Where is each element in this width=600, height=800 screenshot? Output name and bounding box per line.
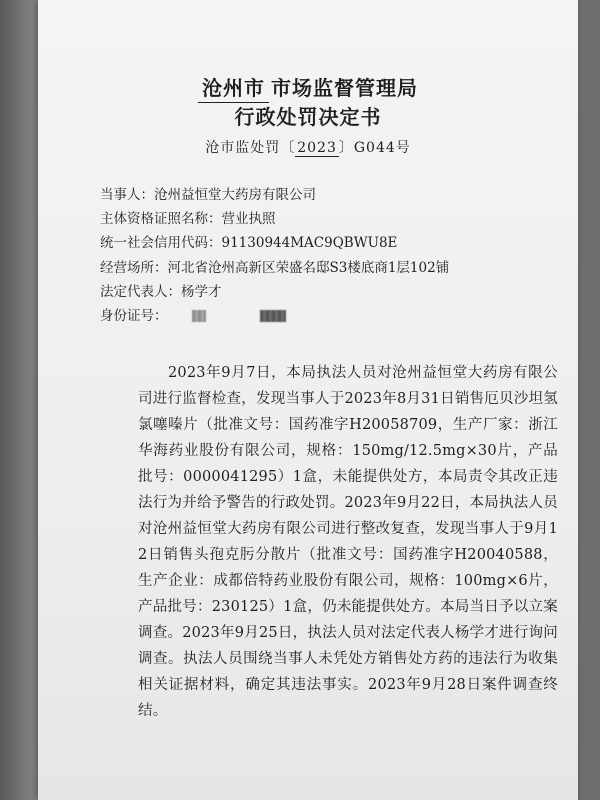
agency-title	[38, 74, 578, 103]
document-title: 行政处罚决定书	[234, 105, 382, 129]
case-narrative: 2023年9月7日，本局执法人员对沧州益恒堂大药房有限公司进行监督检查，发现当事人于2023年8月31日销售厄贝沙坦氢氯噻嗪片（批准文号：国药准字H20058709，生产厂家：浙江华海药业股份有限公司，规格：150mg/12.5mg×30片，产品批号：0000041295）1盒，未能提供处方，本局责令其改正违法行为并给予警告的行政处罚。2023年9月22日，本局执法人员对沧州益恒堂大药房有限公司进行整改复查，发现当事人于9月12日销售头孢克肟分散片（批准文号：国药准字H20040588，生产企业：成都倍特药业股份有限公司，规格：100mg×6片，产品批号：230125）1盒，仍未能提供处方。本局当日予以立案调查。2023年9月25日，执法人员对法定代表人杨学才进行询问调查。执法人员围绕当事人未凭处方销售处方药的违法行为收集相关证据材料，确定其违法事实。2023年9月28日案件调查终结。	[138, 365, 558, 719]
redaction-mark	[192, 310, 206, 322]
field-legal-rep: 法定代表人：杨学才	[100, 283, 222, 300]
background-shadow	[0, 0, 40, 800]
agency-city: 沧州市	[198, 74, 269, 103]
document-page	[38, 0, 578, 800]
agency-name: 市场监督管理局	[271, 76, 418, 100]
document-header	[38, 74, 578, 157]
field-license-type: 主体资格证照名称：营业执照	[100, 211, 276, 228]
field-address: 经营场所：河北省沧州高新区荣盛名邸S3楼底商1层102铺	[100, 259, 450, 276]
document-number: 沧市监处罚〔 2023 〕G044号	[205, 140, 411, 156]
field-credit-code: 统一社会信用代码：91130944MAC9QBWU8E	[100, 235, 398, 252]
field-party: 当事人：沧州益恒堂大药房有限公司	[100, 187, 316, 203]
field-id-number: 身份证号：	[100, 304, 560, 328]
redaction-mark	[260, 310, 286, 322]
party-info	[100, 183, 560, 328]
